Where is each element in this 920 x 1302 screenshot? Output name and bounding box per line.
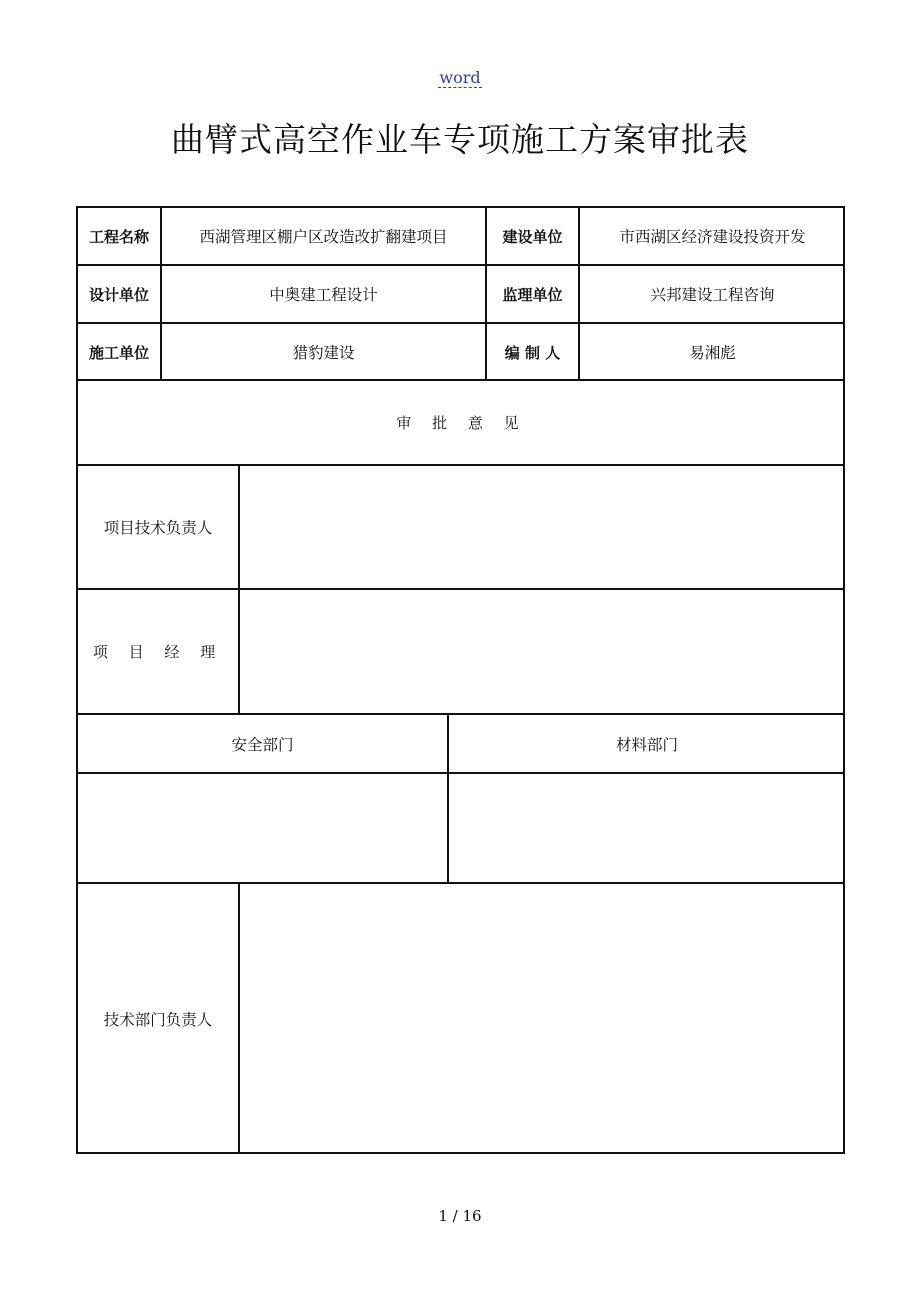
project-name-value: 西湖管理区棚户区改造改扩翻建项目 [199, 228, 448, 246]
page-number: 1 / 16 [438, 1207, 482, 1225]
project-manager-opinion-field[interactable] [240, 590, 845, 713]
project-name-label: 工程名称 [88, 227, 149, 246]
compiler-label: 编 制 人 [504, 343, 561, 362]
safety-dept-opinion-field[interactable] [78, 774, 447, 882]
material-dept-opinion-field[interactable] [449, 774, 845, 882]
construction-unit-value: 猎豹建设 [292, 344, 355, 362]
design-unit-value: 中奥建工程设计 [269, 286, 378, 304]
design-unit-label: 设计单位 [88, 285, 149, 304]
tech-dept-lead-opinion-field[interactable] [240, 884, 845, 1154]
project-manager-label: 项 目 经 理 [92, 643, 224, 661]
approval-table [76, 206, 845, 1154]
document-title: 曲臂式高空作业车专项施工方案审批表 [171, 120, 749, 159]
safety-dept-label: 安全部门 [231, 735, 294, 754]
supervision-unit-label: 监理单位 [502, 285, 563, 304]
owner-unit-value: 市西湖区经济建设投资开发 [619, 228, 806, 246]
material-dept-label: 材料部门 [615, 735, 678, 754]
owner-unit-label: 建设单位 [502, 227, 563, 246]
tech-dept-lead-label: 技术部门负责人 [103, 1011, 213, 1029]
header-word-link[interactable]: word [439, 68, 481, 87]
supervision-unit-value: 兴邦建设工程咨询 [650, 286, 775, 304]
compiler-value: 易湘彪 [689, 344, 736, 362]
approval-heading: 审 批 意 见 [396, 414, 527, 432]
tech-lead-label: 项目技术负责人 [103, 519, 213, 537]
construction-unit-label: 施工单位 [88, 343, 149, 362]
tech-lead-opinion-field[interactable] [240, 466, 845, 588]
